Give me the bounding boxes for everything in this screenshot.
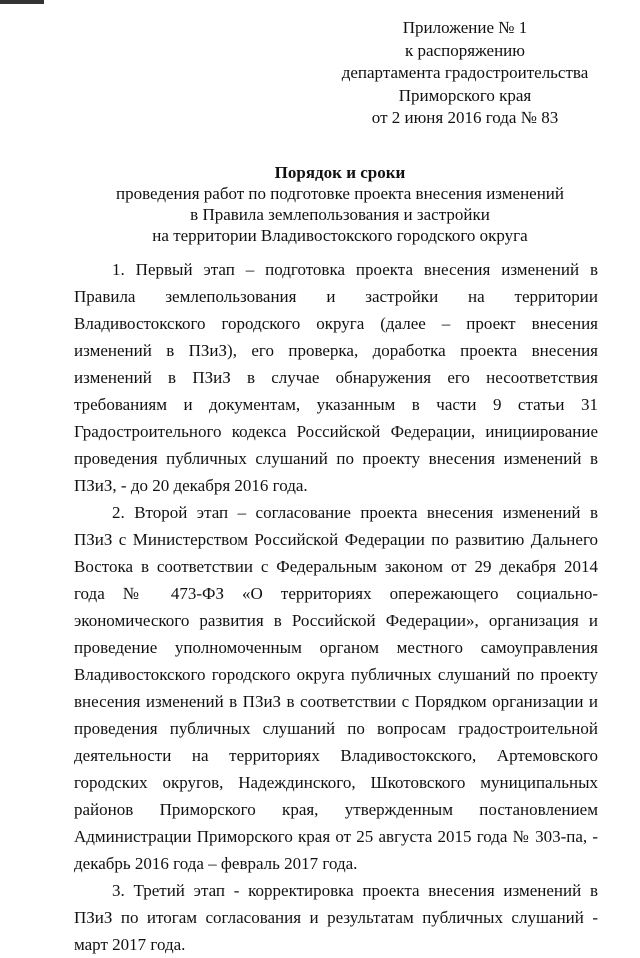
appendix-department: департамента градостроительства — [341, 63, 589, 82]
paragraph-stage-1: 1. Первый этап – подготовка проекта внесения изменений в Правила землепользования и застройки на территории Владивостокского городского округа (далее – проект внесения изменений в ПЗиЗ), его проверка, доработка проекта внесения изменений в ПЗиЗ в случае обнаружения его несоответствия требованиям и документам, указанным в части 9 статьи 31 Градостроительного кодекса Российской Федерации, инициирование проведения публичных слушаний по проекту внесения изменений в ПЗиЗ, - до 20 декабря 2016 года. — [74, 260, 598, 495]
appendix-date: от 2 июня 2016 года № 83 — [371, 108, 559, 127]
title-subline-1: проведения работ по подготовке проекта внесения изменений — [115, 184, 565, 203]
paragraph-stage-3: 3. Третий этап - корректировка проекта внесения изменений в ПЗиЗ по итогам согласования и результатам публичных слушаний - март 2017 года. — [74, 881, 598, 954]
title-main: Порядок и сроки — [274, 163, 406, 182]
appendix-region: Приморского края — [398, 85, 532, 105]
document-body — [74, 256, 598, 958]
title-subline-2: в Правила землепользования и застройки — [190, 205, 490, 224]
paragraph-stage-2: 2. Второй этап – согласование проекта внесения изменений в ПЗиЗ с Министерством Российской Федерации по развитию Дальнего Востока в соответствии с Федеральным законом от 29 декабря 2014 года № 473-ФЗ «О территориях опережающего социально-экономического развития в Российской Федерации», организация и проведение уполномоченным органом местного самоуправления Владивостокского городского округа публичных слушаний по проекту внесения изменений в ПЗиЗ в соответствии с Порядком организации и проведения публичных слушаний по вопросам градостроительной деятельности на территориях Владивостокского, Артемовского городских округов, Надеждинского, Шкотовского муниципальных районов Приморского края, утвержденным постановлением Администрации Приморского края от 25 августа 2015 года № 303-па, - декабрь 2016 года – февраль 2017 года. — [74, 503, 598, 873]
title-subline-3: на территории Владивостокского городского округа — [152, 226, 528, 245]
appendix-ref-line: к распоряжению — [405, 40, 525, 60]
appendix-number: Приложение № 1 — [402, 18, 528, 37]
appendix-header — [340, 17, 590, 130]
scan-corner-mark — [0, 0, 44, 4]
document-title — [60, 162, 620, 246]
